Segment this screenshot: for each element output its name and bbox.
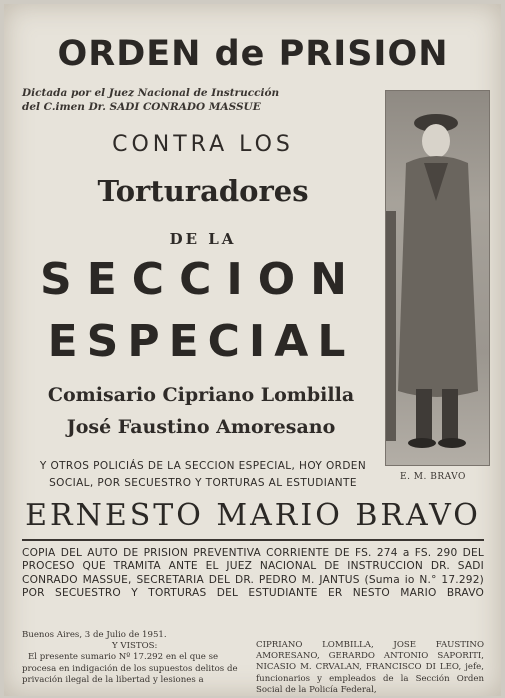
otros-policias-text: Y OTROS POLICIÁS DE LA SECCION ESPECIAL, HOY ORDEN SOCIAL, POR SECUESTRO Y TORTURAS AL ESTUDIANTE	[39, 460, 367, 489]
vistos-label: Y VISTOS:	[112, 641, 158, 652]
seccion-heading: SECCION	[40, 254, 362, 305]
photo-caption: E. M. BRAVO	[400, 472, 466, 482]
divider	[22, 539, 484, 541]
accused-name-2: José Faustino Amoresano	[66, 416, 336, 438]
contra-los-heading: CONTRA LOS	[112, 132, 294, 157]
document-date: Buenos Aires, 3 de Julio de 1951.	[22, 630, 167, 640]
left-column-body: El presente sumario Nº 17.292 en el que se procesa en indigación de los supuestos delitos de privación ilegal de la libertad y lesiones a	[22, 652, 238, 685]
issued-by	[22, 86, 279, 114]
issued-by-line-2: del C.imen Dr. SADI CONRADO MASSUE	[22, 101, 261, 113]
torturadores-heading: Torturadores	[97, 174, 309, 208]
left-column	[22, 630, 244, 686]
photo-portrait	[385, 90, 490, 466]
accused-name-1: Comisario Cipriano Lombilla	[47, 384, 355, 406]
copia-paragraph: COPIA DEL AUTO DE PRISION PREVENTIVA CORRIENTE DE FS. 274 a FS. 290 DEL PROCESO QUE TRAMITA ANTE EL JUEZ NACIONAL DE INSTRUCCION DR. SADI CONRADO MASSUE, SECRETARIA DEL DR. PEDRO M. JANTUS (Suma io N.° 17.292) POR SECUESTRO Y TORTURAS DEL ESTUDIANTE ER NESTO MARIO BRAVO	[22, 547, 484, 600]
especial-heading: ESPECIAL	[47, 316, 355, 367]
poster-title: ORDEN de PRISION	[57, 34, 449, 74]
issued-by-line-1: Dictada por el Juez Nacional de Instrucción	[22, 87, 280, 99]
student-name: ERNESTO MARIO BRAVO	[25, 498, 481, 533]
de-la-heading: DE LA	[169, 230, 237, 248]
poster-sheet	[4, 4, 501, 696]
right-column: CIPRIANO LOMBILLA, JOSE FAUSTINO AMORESANO, GERARDO ANTONIO SAPORITI, NICASIO M. CRVALAN, FRANCISCO DI LEO, jefe, funcionarios y empleados de la Sección Orden Social de la Policía Federal,	[256, 640, 484, 695]
officer-silhouette-icon	[386, 91, 489, 465]
